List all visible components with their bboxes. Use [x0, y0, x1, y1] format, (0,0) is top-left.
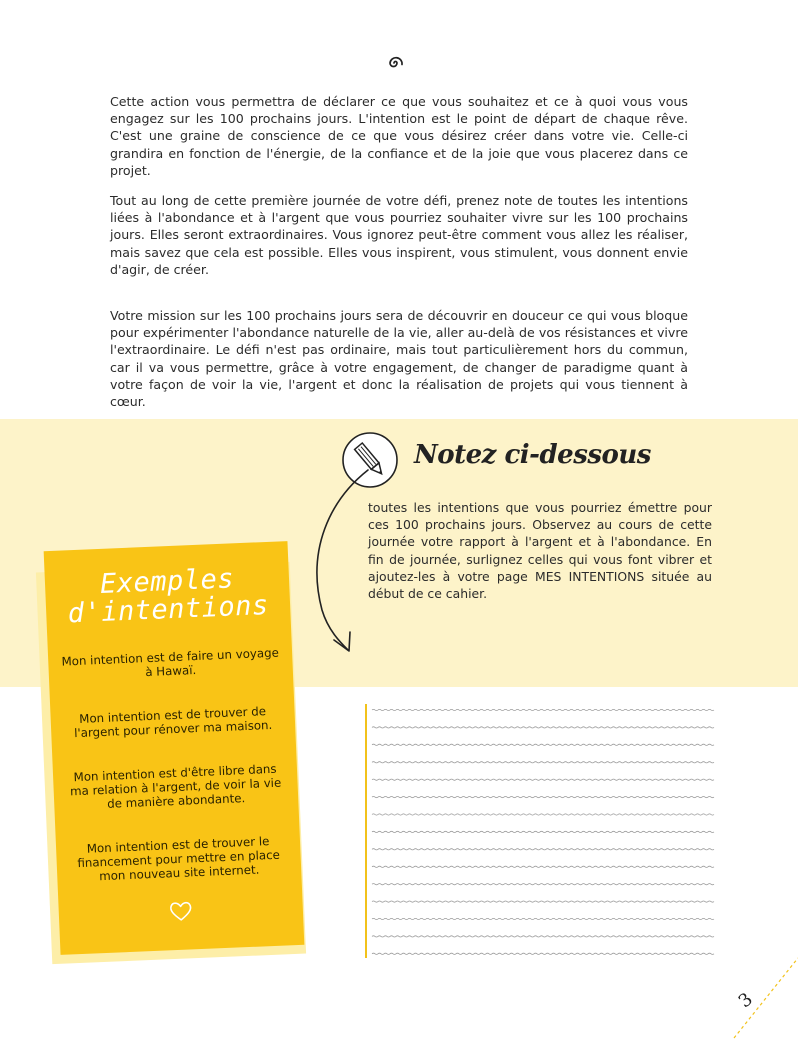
page-corner-dashes: [720, 940, 798, 1039]
writing-line: [372, 866, 714, 867]
writing-line: [372, 831, 714, 832]
example-intention-1: Mon intention est de faire un voyage à Hawaï.: [61, 645, 280, 680]
example-intention-4: Mon intention est de trouver le financement pour mettre en place mon nouveau site internet.: [77, 834, 281, 884]
intro-paragraph-1: Cette action vous permettra de déclarer ce que vous souhaitez et ce à quoi vous vous engagez sur les 100 prochains jours. L'intention est le point de départ de chaque rêve. C'est une graine de conscience de ce que vous désirez créer dans votre vie. Celle-ci grandira en fonction de l'énergie, de la confiance et de la joie que vous placerez dans ce projet.: [110, 94, 688, 178]
page-number: 3: [734, 988, 757, 1013]
writing-line: [372, 901, 714, 902]
writing-line: [372, 918, 714, 919]
writing-line: [372, 884, 714, 885]
intro-paragraph-3: Votre mission sur les 100 prochains jours sera de découvrir en douceur ce qui vous bloque pour expérimenter l'abondance naturelle de la vie, aller au-delà de vos résistances et vivre l'extraordinaire. Le défi n'est pas ordinaire, mais tout particulièrement hors du commun, car il va vous permettre, grâce à votre engagement, de changer de paradigme quant à votre façon de voir la vie, l'argent et donc la réalisation de projets qui vous tiennent à cœur.: [110, 308, 688, 410]
writing-line: [372, 936, 714, 937]
swirl-icon: [384, 52, 406, 74]
card-title-line-2: d'intentions: [67, 589, 270, 630]
note-instructions: toutes les intentions que vous pourriez émettre pour ces 100 prochains jours. Observez au cours de cette journée votre rapport à l'argent et à l'abondance. En fin de journée, surlignez celles qui vous font vibrer et ajoutez-les à votre page MES INTENTIONS située au début de ce cahier.: [368, 500, 712, 602]
writing-line: [372, 779, 714, 780]
writing-line: [372, 709, 714, 710]
heart-icon: [168, 899, 193, 922]
writing-line: [372, 797, 714, 798]
card-title-line-1: Exemples: [99, 563, 235, 600]
writing-line: [372, 727, 714, 728]
writing-line: [372, 744, 714, 745]
writing-line: [372, 849, 714, 850]
writing-line: [372, 762, 714, 763]
intro-paragraph-2: Tout au long de cette première journée de votre défi, prenez note de toutes les intentions liées à l'abondance et à l'argent que vous pourriez souhaiter vivre sur les 100 prochains jours. Elles seront extraordinaires. Vous ignorez peut-être comment vous allez les réaliser, mais savez que cela est possible. Elles vous inspirent, vous stimulent, vous donnent envie d'agir, de créer.: [110, 193, 688, 277]
intentions-card: [44, 541, 305, 955]
curved-arrow-icon: [300, 460, 380, 660]
writing-line: [372, 953, 714, 954]
example-intention-2: Mon intention est de trouver de l'argent pour rénover ma maison.: [73, 704, 273, 741]
note-title: Notez ci-dessous: [414, 440, 651, 470]
writing-line: [372, 814, 714, 815]
example-intention-3: Mon intention est d'être libre dans ma relation à l'argent, de voir la vie de manière abondante.: [69, 761, 282, 811]
writing-lines: [362, 702, 718, 960]
